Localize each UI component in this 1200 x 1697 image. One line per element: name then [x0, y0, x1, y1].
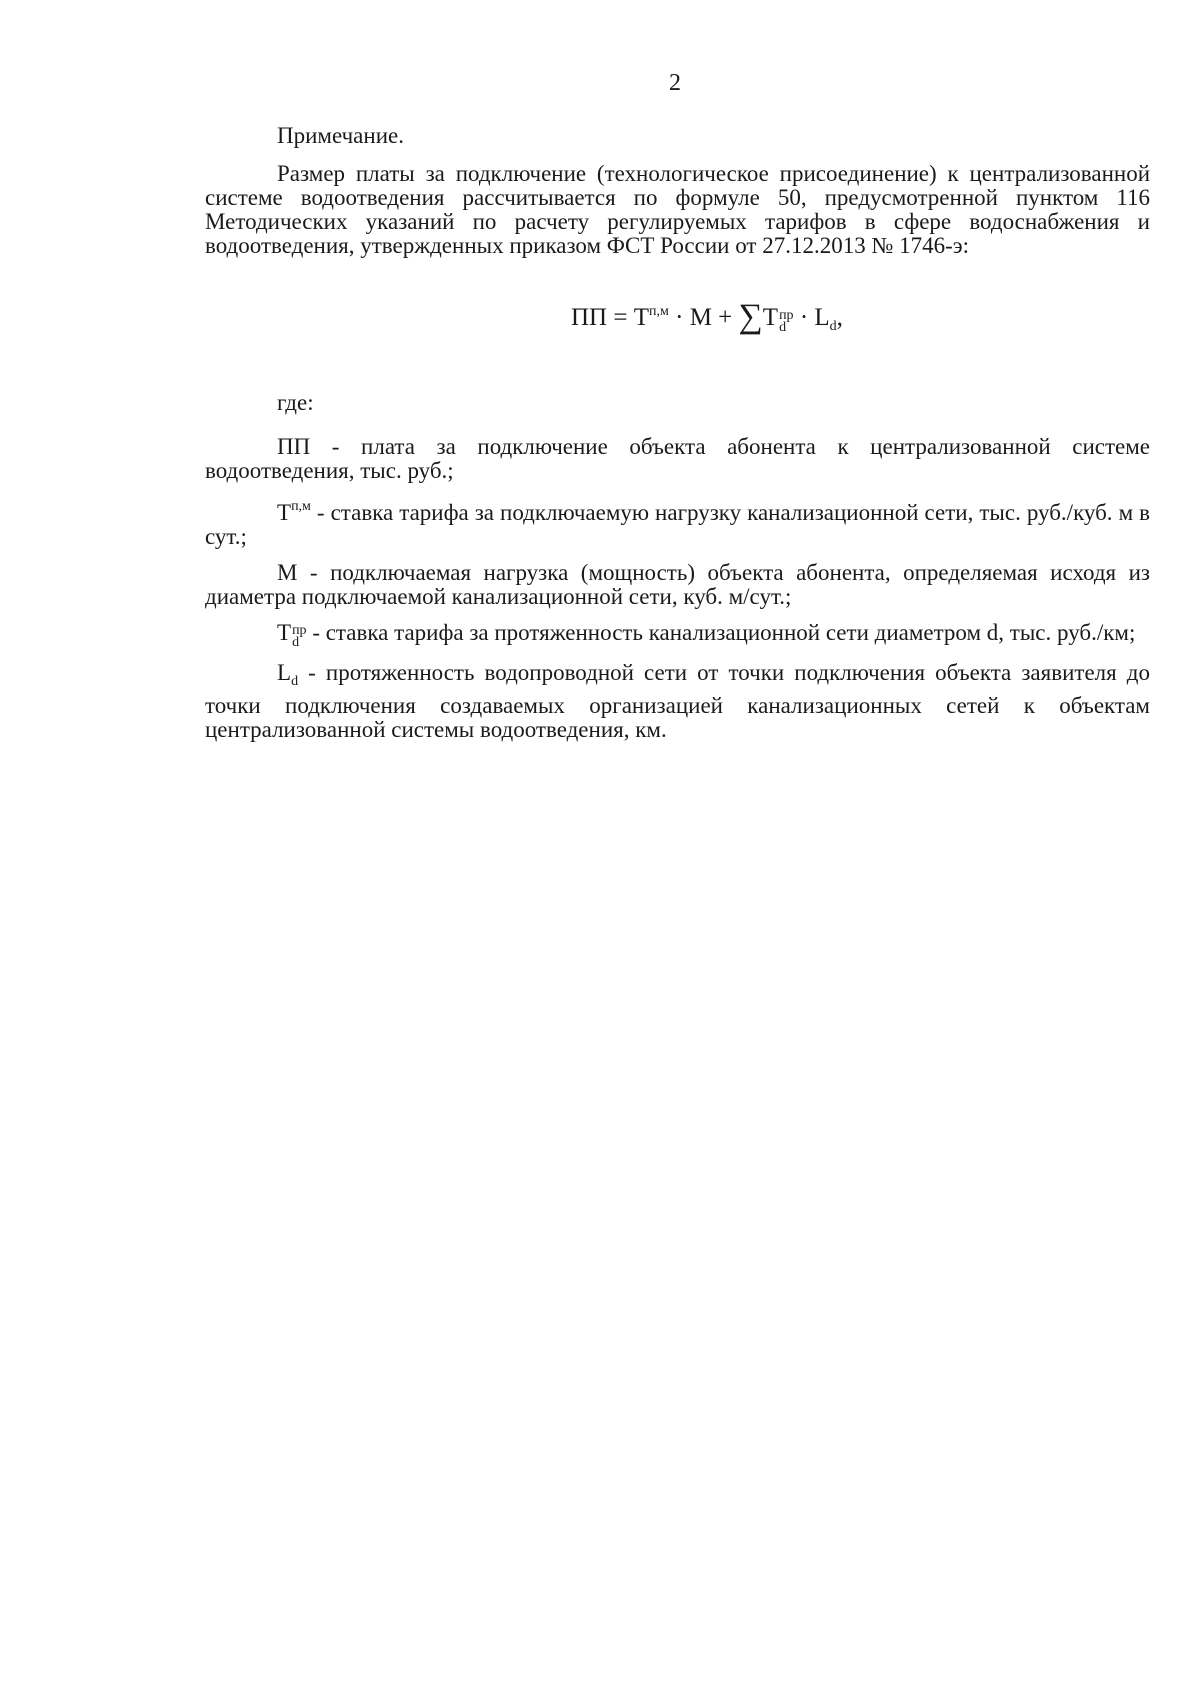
term-td	[205, 621, 1150, 649]
formula-m: М	[689, 304, 712, 331]
formula-t1: Т	[633, 304, 649, 331]
formula-l-sub: d	[829, 319, 837, 334]
term-ld	[205, 661, 1150, 742]
formula-lhs: ПП	[571, 304, 608, 331]
formula-equals: =	[613, 304, 628, 331]
where-label: где:	[277, 390, 314, 415]
formula-t2-indices	[779, 310, 794, 334]
term-ld-text: - протяженность водопроводной сети от точки подключения объекта заявителя до точки подключения создаваемых организацией канализационных сетей к объектам централизованной системы водоотведения, км.	[205, 660, 1150, 742]
payment-formula	[205, 292, 1150, 347]
term-pp-symbol: ПП	[277, 434, 311, 459]
formula-plus: +	[718, 304, 733, 331]
formula-sum-symbol: ∑	[738, 298, 763, 335]
term-ld-symbol: L	[277, 660, 292, 685]
document-body	[205, 124, 1150, 754]
term-m	[205, 561, 1150, 609]
term-td-text: - ставка тарифа за протяженность канализационной сети диаметром d, тыс. руб./км;	[306, 620, 1136, 645]
note-intro-paragraph: Размер платы за подключение (технологическое присоединение) к централизованной системе водоотведения рассчитывается по формуле 50, предусмотренной пунктом 116 Методических указаний по расчету регулируемых тарифов в сфере водоснабжения и водоотведения, утвержденных приказом ФСТ России от 27.12.2013 № 1746-э:	[205, 161, 1150, 258]
note-title: Примечание.	[277, 123, 404, 148]
term-td-symbol: Т	[277, 620, 292, 645]
term-td-sub: d	[292, 635, 300, 650]
term-tpm-sup: п,м	[291, 499, 311, 514]
formula-t1-sup: п,м	[649, 304, 669, 319]
term-m-text: - подключаемая нагрузка (мощность) объекта абонента, определяемая исходя из диаметра подключаемой канализационной сети, куб. м/сут.;	[205, 560, 1150, 609]
term-pp-text: - плата за подключение объекта абонента к централизованной системе водоотведения, тыс. руб.;	[205, 434, 1150, 483]
formula-t2-sup: пр	[779, 308, 794, 323]
term-tpm-symbol: Т	[277, 500, 292, 525]
formula-l: L	[814, 304, 830, 331]
formula-t2: Т	[762, 304, 779, 331]
term-pp	[205, 435, 1150, 483]
formula-t2-sub: d	[779, 320, 787, 335]
term-m-symbol: М	[277, 560, 298, 585]
term-td-symbol-group	[277, 621, 307, 649]
formula-dot1: ·	[675, 304, 684, 331]
term-td-sup: пр	[292, 623, 307, 638]
term-ld-sub: d	[291, 674, 299, 689]
term-tpm	[205, 495, 1150, 549]
formula-dot2: ·	[799, 304, 809, 331]
page-number: 2	[669, 70, 681, 96]
term-tpm-text: - ставка тарифа за подключаемую нагрузку канализационной сети, тыс. руб./куб. м в сут.;	[205, 500, 1150, 549]
formula-tail: ,	[836, 304, 843, 331]
term-td-indices	[292, 625, 307, 649]
